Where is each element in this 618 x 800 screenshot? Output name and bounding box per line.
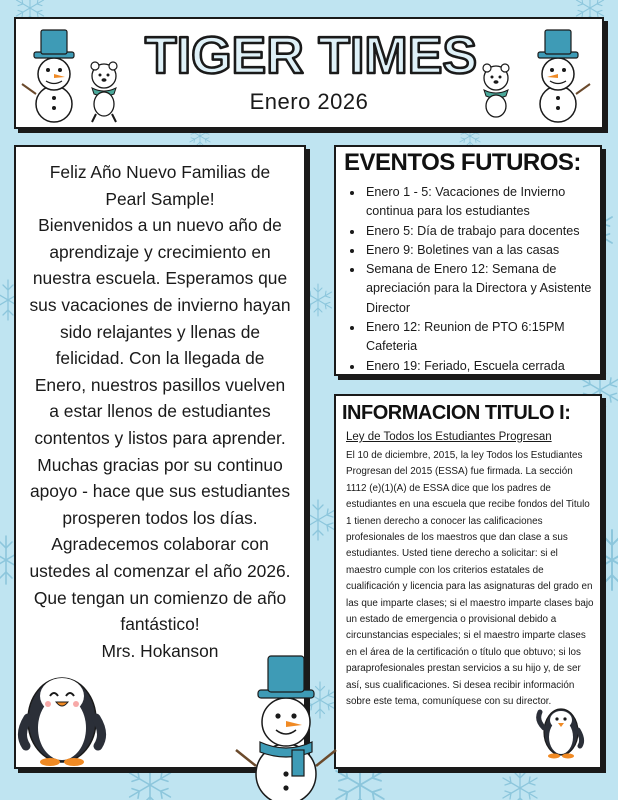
title-text: TIGER TIMES	[144, 27, 478, 81]
events-list	[340, 183, 592, 376]
events-heading: EVENTOS FUTUROS:	[344, 149, 581, 176]
letter-body: Bienvenidos a un nuevo año de aprendizaje y crecimiento en nuestra escuela. Esperamos que sus vacaciones de invierno hayan sido relajantes y llenas de felicidad. Con la llegada de Enero, nuestros pasillos vuelven a estar llenos de estudiantes contentos y listos para aprender. Muchas gracias por su continuo apoyo - hace que sus estudiantes prosperen todos los días. Agradecemos colaborar con ustedes al comenzar el año 2026. Que tengan un comienzo de año fantástico!	[29, 215, 291, 635]
event-item: • Enero 9: Boletines van a las casas	[364, 241, 592, 260]
event-item: • Enero 12: Reunion de PTO 6:15PM Cafeteria	[364, 318, 592, 357]
title-one-heading: INFORMACION TITULO I:	[342, 402, 571, 424]
newsletter-title	[136, 23, 486, 81]
snowman-polar-bear-right-illustration	[474, 24, 594, 124]
issue-month: Enero 2026	[249, 89, 369, 114]
letter-greeting: Feliz Año Nuevo Familias de Pearl Sample!	[49, 162, 271, 209]
event-item: • Enero 5: Día de trabajo para docentes	[364, 222, 592, 241]
snowman-icon	[538, 30, 590, 122]
title-one-body: El 10 de diciembre, 2015, la ley Todos los Estudiantes Progresan del 2015 (ESSA) fue firmada. La sección 1112 (e)(1)(A) de ESSA dice que los padres de estudiantes en una escuela que recibe fondos del Titulo 1 tienen derecho a conocer las calificaciones profesionales de los maestros que dan clase a sus estudiantes. Usted tiene derecho a solicitar: si el maestro cumple con los criterios estatales de cualificación y licencia para las asignaturas del grado en las que imparte clases; si el maestro imparte clases bajo un estado de emergencia o provisional debido a circunstancias especiales; si el maestro imparte clases en el área de la certificación o título que obtuvo; si los paraprofesionales prestan servicios a su hijo y, de ser así, sus cualificaciones. Si desea recibir información sobre este tema, comuníquese con su director.	[346, 450, 594, 708]
penguin-right-icon	[536, 700, 586, 760]
event-item: • Enero 1 - 5: Vacaciones de Invierno continua para los estudiantes	[364, 183, 592, 222]
event-item: • Semana de Enero 12: Semana de apreciación para la Directora y Asistente Director	[364, 260, 592, 318]
snowman-icon	[22, 30, 74, 122]
polar-bear-icon	[91, 62, 117, 122]
event-item: • Enero 19: Feriado, Escuela cerrada	[364, 357, 592, 376]
letter-signature: Mrs. Hokanson	[101, 640, 219, 661]
polar-bear-icon	[483, 64, 509, 117]
upcoming-events-panel	[334, 145, 602, 376]
penguin-left-icon	[16, 662, 108, 768]
snowman-bottom-icon	[232, 650, 340, 800]
welcome-letter	[28, 159, 292, 664]
snowman-polar-bear-left-illustration	[18, 24, 128, 124]
title-one-subheading: Ley de Todos los Estudiantes Progresan	[346, 431, 552, 443]
